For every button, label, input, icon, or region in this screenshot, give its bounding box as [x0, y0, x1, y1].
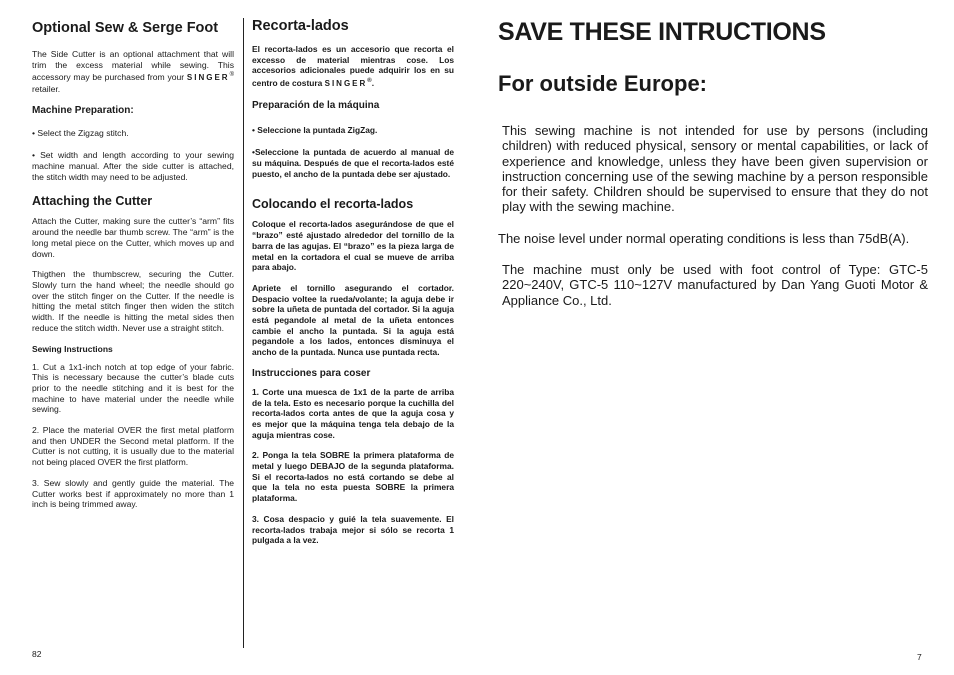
- bullet-zigzag: • Select the Zigzag stitch.: [32, 127, 129, 138]
- intro-text-es: El recorta-lados es un accesorio que recorta el excesso de material mientras cose. Los accesorios adicionales puede adquirir los en su centro de costura: [252, 44, 454, 88]
- sewing-step-3-es: 3. Cosa despacio y guié la tela suavemente. El recorta-lados trabaja mejor si sólo se recorta 1 pulgada a la vez.: [252, 513, 454, 546]
- middle-column-spanish: [252, 18, 454, 556]
- place-paragraph-1: Coloque el recorta-lados asegurándose de que el “brazo” esté ajustado alrededor del tornillo de la barra de las agujas. El “brazo” es la pieza larga de metal en la cortadora el cual se mueve de arriba para abajo.: [252, 219, 454, 273]
- intro-text: The Side Cutter is an optional attachment that will trim the excess material while sewing. This accessory may be purchased from your: [32, 49, 234, 83]
- sewing-instructions-heading: Sewing Instructions: [32, 343, 113, 354]
- left-column-english: [32, 20, 234, 520]
- bullet-zigzag-es: • Seleccione la puntada ZigZag.: [252, 124, 378, 135]
- outside-europe-heading: For outside Europe:: [498, 71, 707, 96]
- foot-control-paragraph: The machine must only be used with foot control of Type: GTC-5 220~240V, GTC-5 110~127V manufactured by Dan Yang Guoti Motor & Appliance Co., Ltd.: [502, 262, 928, 308]
- sewing-step-2-es: 2. Ponga la tela SOBRE la primera plataforma de metal y luego DEBAJO de la segunda plataforma. Si el recorta-lados no está cortando se debe al que la tela no esta puesta SOBRE la primera plataforma.: [252, 450, 454, 504]
- safety-paragraph: This sewing machine is not intended for use by persons (including children) with reduced physical, sensory or mental capabilities, or lack of experience and knowledge, unless they have been given supervision or instruction concerning use of the sewing machine by a person responsible for their safety. Children should be supervised to ensure that they do not play with the sewing machine.: [502, 123, 928, 215]
- attaching-heading: Attaching the Cutter: [32, 194, 153, 209]
- sewing-step-3: 3. Sew slowly and gently guide the material. The Cutter works best if approximately no more than 1 inch is being trimmed away.: [32, 477, 234, 510]
- sew-serge-heading: Optional Sew & Serge Foot: [32, 20, 219, 36]
- prep-heading-es: Preparación de la máquina: [252, 99, 380, 111]
- column-divider: [243, 18, 244, 648]
- noise-level-paragraph: The noise level under normal operating conditions is less than 75dB(A).: [498, 230, 910, 246]
- intro-paragraph: The Side Cutter is an optional attachment that will trim the excess material while sewing. This accessory may be purchased from your SINGER® retailer.: [32, 49, 234, 94]
- machine-prep-heading: Machine Preparation:: [32, 104, 134, 116]
- attach-paragraph-2: Thigthen the thumbscrew, securing the Cutter. Slowly turn the hand wheel; the needle should go over the stitch finger on the Cutter. If the needle is hitting the metal stitch finger then widen the stitch width. If the needle is hitting the metal sides then reduce the stitch width. Never use a straight stitch.: [32, 269, 234, 333]
- sewing-step-2: 2. Place the material OVER the first metal platform and then UNDER the Second metal platform. If the Cutter is not cutting, it is usually due to the material not being placed OVER the first platform.: [32, 425, 234, 468]
- singer-logo: SINGER: [186, 73, 230, 83]
- page-number-right: 7: [917, 652, 922, 662]
- sewing-step-1-es: 1. Corte una muesca de 1x1 de la parte de arriba de la tela. Esto es necesario porque la cuchilla del recorta-lados corta antes de que la aguja cosa y es mejor que la máquina tenga tela debajo de la aguja mientras cose.: [252, 386, 454, 440]
- bullet-width-es-text: Seleccione la puntada de acuerdo al manual de su máquina. Después de que el recorta-lados esté puesto, el ancho de la puntada debe ser ajustado.: [252, 147, 454, 179]
- recorta-lados-heading: Recorta-lados: [252, 18, 349, 34]
- save-instructions-title: SAVE THESE INTRUCTIONS: [498, 18, 826, 46]
- bullet-zigzag-text: Select the Zigzag stitch.: [37, 127, 129, 138]
- intro-paragraph-es: El recorta-lados es un accesorio que recorta el excesso de material mientras cose. Los accesorios adicionales puede adquirir los en su centro de costura SINGER®.: [252, 44, 454, 88]
- place-paragraph-2: Apriete el tornillo asegurando el cortador. Despacio voltee la rueda/volante; la aguja debe ir sobre la uñeta de puntada del cortador. Si la aguja está pegandole al metal de la uñeta entonces cambie el ancho la puntada. Si la aguja está pegandole a los lados, entonces disminuya el ancho de la puntada. Nunca use puntada recta.: [252, 282, 454, 358]
- bullet-width-es: •Seleccione la puntada de acuerdo al manual de su máquina. Después de que el recorta-lados esté puesto, el ancho de la puntada debe ser ajustado.: [252, 147, 454, 179]
- bullet-zigzag-es-text: Seleccione la puntada ZigZag.: [257, 124, 378, 135]
- sewing-step-1: 1. Cut a 1x1-inch notch at top edge of your fabric. This is necessary because the cutter’s blade cuts prior to the needle stitching and it is best for the machine to have material under the needle while sewing.: [32, 361, 234, 415]
- page-number-left: 82: [32, 649, 42, 659]
- singer-logo-es: SINGER: [324, 78, 368, 88]
- sewing-heading-es: Instrucciones para coser: [252, 367, 371, 379]
- attach-paragraph-1: Attach the Cutter, making sure the cutter’s “arm” fits around the needle bar thumb screw. The “arm” is the long metal piece on the Cutter, which moves up and down.: [32, 216, 234, 259]
- intro-text-es-end: .: [371, 77, 375, 88]
- intro-text-end: retailer.: [32, 83, 61, 94]
- right-page: [498, 18, 928, 308]
- bullet-width-length-text: Set width and length according to your sewing machine manual. After the side cutter is attached, the stitch width may need to be adjusted.: [32, 150, 234, 182]
- bullet-width-length: • Set width and length according to your sewing machine manual. After the side cutter is attached, the stitch width may need to be adjusted.: [32, 150, 234, 182]
- placing-heading-es: Colocando el recorta-lados: [252, 197, 414, 212]
